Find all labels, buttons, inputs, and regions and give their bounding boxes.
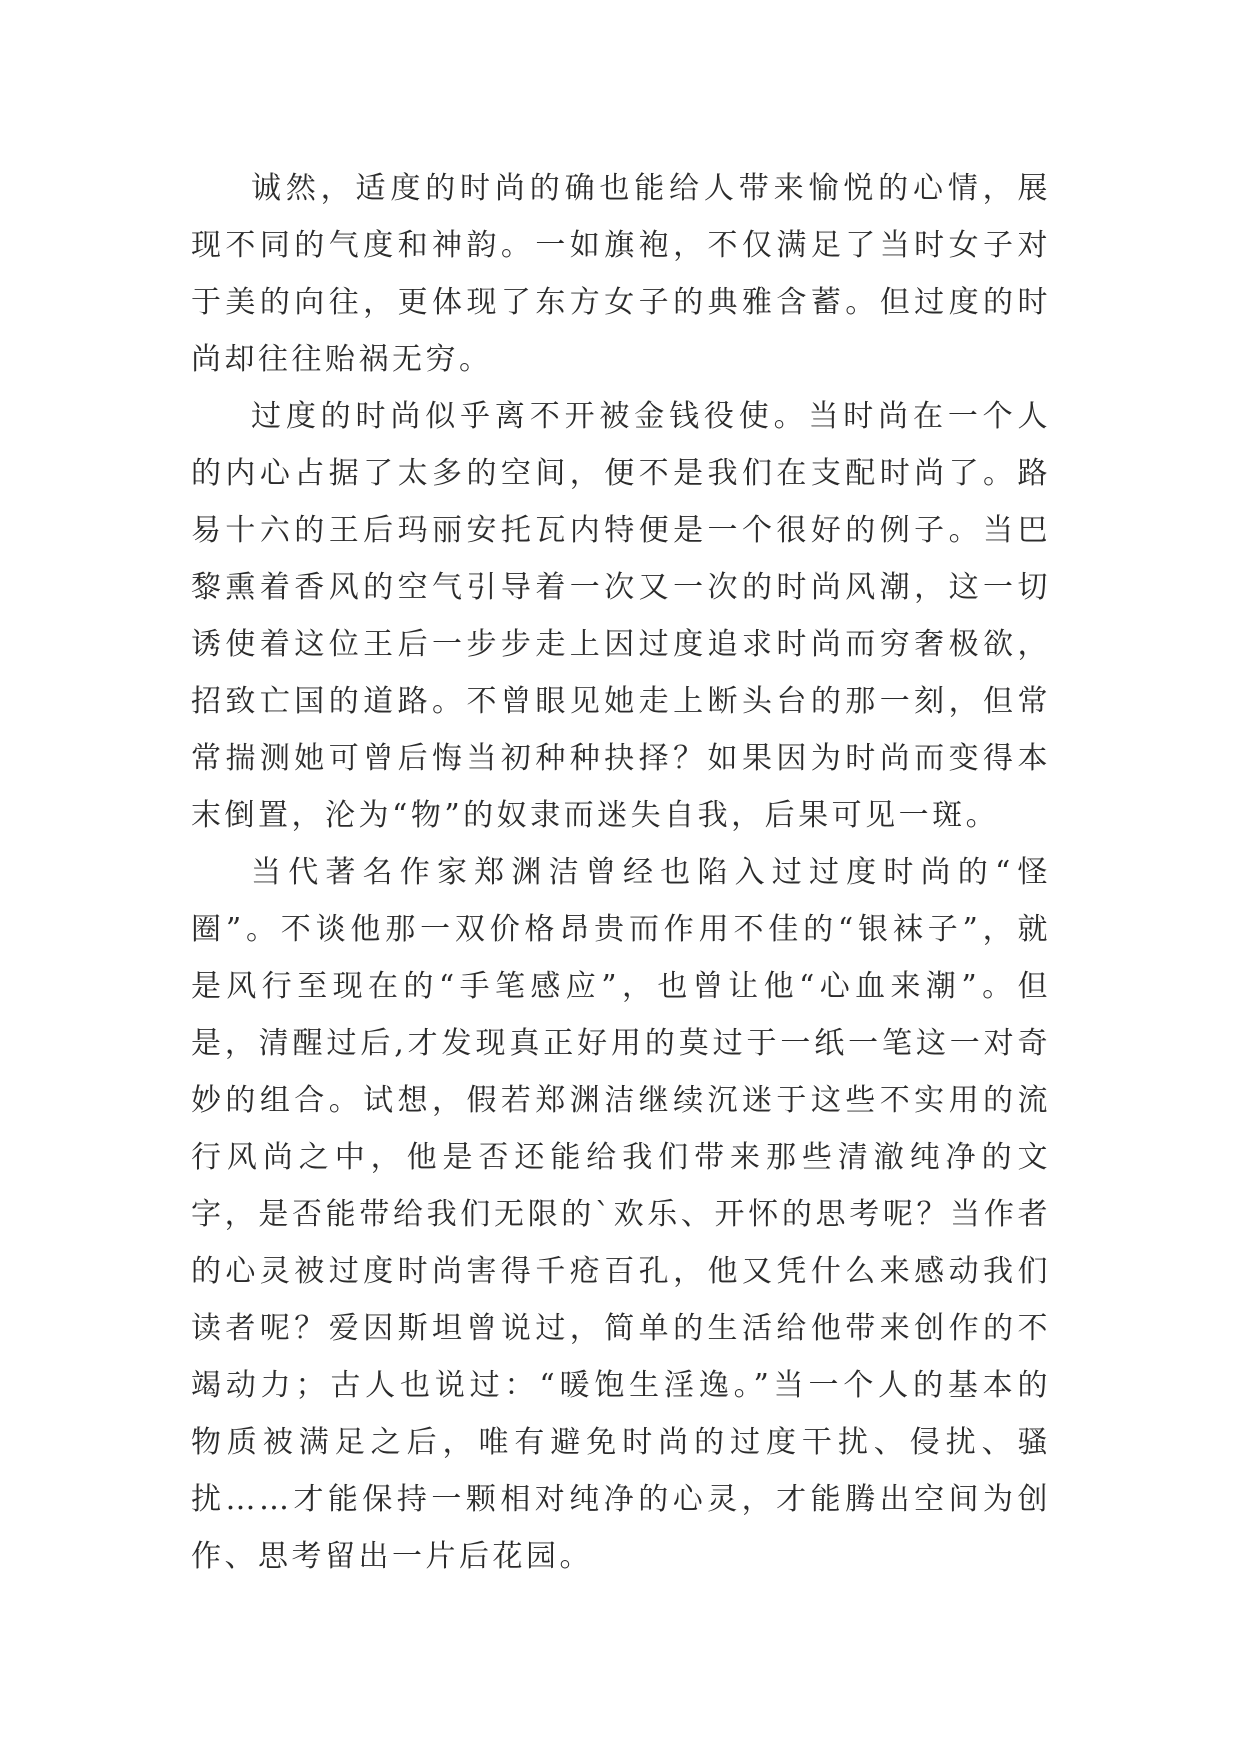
paragraph-2: 过度的时尚似乎离不开被金钱役使。当时尚在一个人的内心占据了太多的空间，便不是我们在支配时尚了。路易十六的王后玛丽安托瓦内特便是一个很好的例子。当巴黎熏着香风的空气引导着一次又一次的时尚风潮，这一切诱使着这位王后一步步走上因过度追求时尚而穷奢极欲，招致亡国的道路。不曾眼见她走上断头台的那一刻，但常常揣测她可曾后悔当初种种抉择？如果因为时尚而变得本末倒置，沦为“物”的奴隶而迷失自我，后果可见一斑。 [191,399,1051,833]
document-body [191,160,1051,1585]
paragraph-1: 诚然，适度的时尚的确也能给人带来愉悦的心情，展现不同的气度和神韵。一如旗袍，不仅满足了当时女子对于美的向往，更体现了东方女子的典雅含蓄。但过度的时尚却往往贻祸无穷。 [191,171,1051,377]
paragraph-3: 当代著名作家郑渊洁曾经也陷入过过度时尚的“怪圈”。不谈他那一双价格昂贵而作用不佳的“银袜子”，就是风行至现在的“手笔感应”，也曾让他“心血来潮”。但是，清醒过后,才发现真正好用的莫过于一纸一笔这一对奇妙的组合。试想，假若郑渊洁继续沉迷于这些不实用的流行风尚之中，他是否还能给我们带来那些清澈纯净的文字，是否能带给我们无限的`欢乐、开怀的思考呢？当作者的心灵被过度时尚害得千疮百孔，他又凭什么来感动我们读者呢？爱因斯坦曾说过，简单的生活给他带来创作的不竭动力；古人也说过：“暖饱生淫逸。”当一个人的基本的物质被满足之后，唯有避免时尚的过度干扰、侵扰、骚扰……才能保持一颗相对纯净的心灵，才能腾出空间为创作、思考留出一片后花园。 [191,855,1051,1574]
